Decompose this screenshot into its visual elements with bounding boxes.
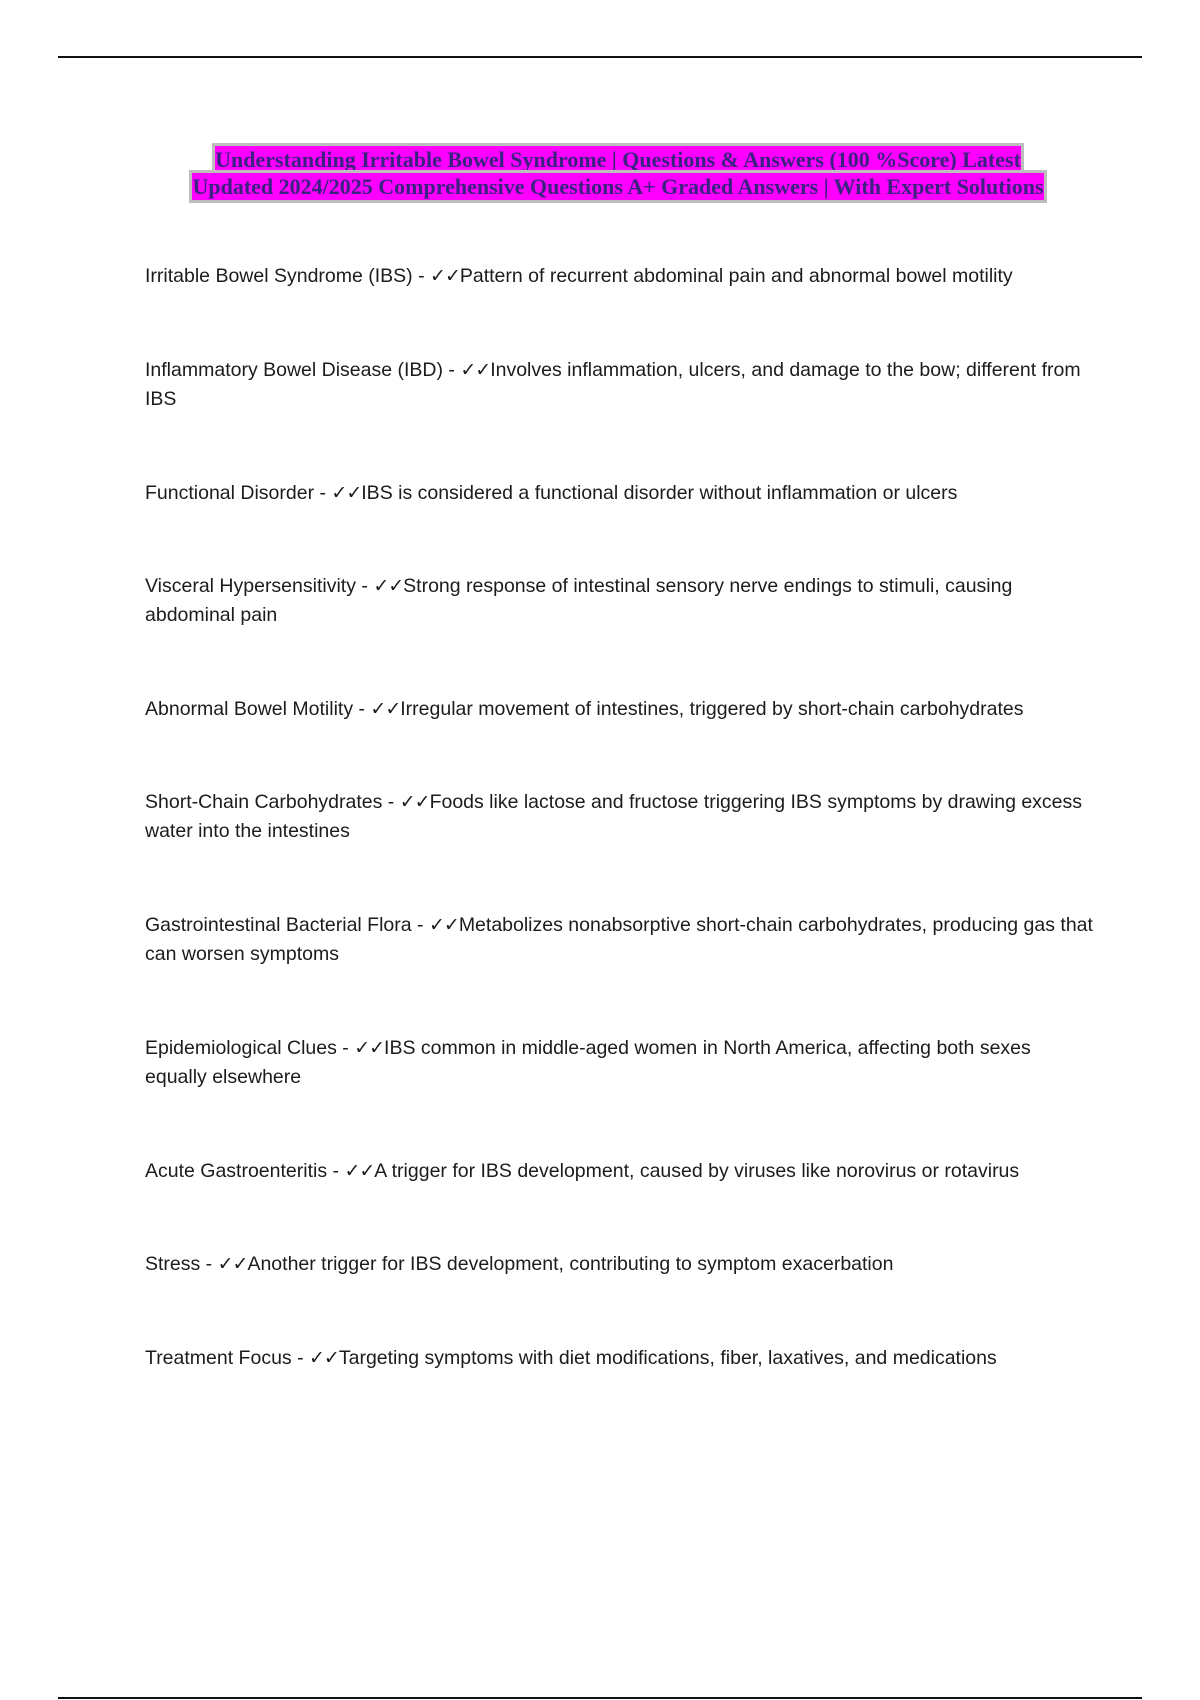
entry-definition: Pattern of recurrent abdominal pain and abnormal bowel motility (459, 265, 1013, 287)
list-item (145, 788, 1095, 846)
list-item (145, 479, 1095, 508)
entry-definition: Targeting symptoms with diet modifications, fiber, laxatives, and medications (338, 1347, 997, 1369)
page-top-rule (58, 56, 1142, 58)
entry-term: Short-Chain Carbohydrates (145, 791, 383, 813)
double-check-icon: ✓✓ (309, 1347, 339, 1369)
entry-term: Abnormal Bowel Motility (145, 698, 354, 720)
double-check-icon: ✓✓ (217, 1253, 248, 1275)
list-item (145, 262, 1095, 291)
document-title (144, 146, 1092, 200)
entry-definition: A trigger for IBS development, caused by viruses like norovirus or rotavirus (374, 1160, 1020, 1182)
list-item (145, 572, 1095, 630)
entry-term: Acute Gastroenteritis (145, 1160, 328, 1182)
entry-definition: IBS common in middle-aged women in North America, affecting both sexes equally elsewhere (145, 1037, 1031, 1088)
entry-term: Visceral Hypersensitivity (145, 575, 356, 597)
entry-separator: - (412, 265, 431, 287)
double-check-icon: ✓✓ (344, 1160, 375, 1182)
list-item (145, 1034, 1095, 1092)
double-check-icon: ✓✓ (331, 482, 362, 504)
entry-separator: - (411, 914, 429, 936)
title-line-2: Updated 2024/2025 Comprehensive Questions A+ Graded Answers | With Expert Solutions (192, 174, 1044, 199)
entry-separator: - (327, 1160, 345, 1182)
double-check-icon: ✓✓ (460, 359, 491, 381)
entry-separator: - (443, 359, 461, 381)
list-item (145, 695, 1095, 724)
list-item (145, 1344, 1095, 1373)
double-check-icon: ✓✓ (428, 914, 459, 936)
page-bottom-rule (58, 1697, 1142, 1699)
entry-separator: - (355, 575, 374, 597)
entry-term: Treatment Focus (145, 1347, 292, 1369)
entry-definition: Another trigger for IBS development, contributing to symptom exacerbation (247, 1253, 894, 1275)
title-line-1: Understanding Irritable Bowel Syndrome | Questions & Answers (100 %Score) Latest (215, 147, 1021, 172)
entry-definition: Involves inflammation, ulcers, and damage to the bow; different from IBS (145, 359, 1081, 410)
entry-separator: - (200, 1253, 218, 1275)
entry-definition: Metabolizes nonabsorptive short-chain carbohydrates, producing gas that can worsen symptoms (145, 914, 1093, 965)
list-item (145, 1157, 1095, 1186)
double-check-icon: ✓✓ (373, 575, 404, 597)
entry-term: Functional Disorder (145, 482, 315, 504)
entry-term: Gastrointestinal Bacterial Flora (145, 914, 412, 936)
list-item (145, 1250, 1095, 1279)
double-check-icon: ✓✓ (399, 791, 430, 813)
entry-term: Irritable Bowel Syndrome (IBS) (145, 265, 413, 287)
entry-separator: - (314, 482, 332, 504)
entry-definition: IBS is considered a functional disorder without inflammation or ulcers (361, 482, 958, 504)
entry-separator: - (336, 1037, 355, 1059)
entry-separator: - (353, 698, 371, 720)
entry-definition: Irregular movement of intestines, triggered by short-chain carbohydrates (400, 698, 1024, 720)
entry-definition: Foods like lactose and fructose triggering IBS symptoms by drawing excess water into the intestines (145, 791, 1083, 842)
list-item (145, 356, 1095, 414)
entry-term: Stress (145, 1253, 201, 1275)
entry-separator: - (291, 1347, 310, 1369)
double-check-icon: ✓✓ (370, 698, 401, 720)
double-check-icon: ✓✓ (354, 1037, 385, 1059)
entry-term: Epidemiological Clues (145, 1037, 337, 1059)
entry-definition: Strong response of intestinal sensory nerve endings to stimuli, causing abdominal pain (145, 575, 1013, 626)
entry-separator: - (382, 791, 400, 813)
entry-term: Inflammatory Bowel Disease (IBD) (145, 359, 444, 381)
list-item (145, 911, 1095, 969)
double-check-icon: ✓✓ (430, 265, 460, 287)
